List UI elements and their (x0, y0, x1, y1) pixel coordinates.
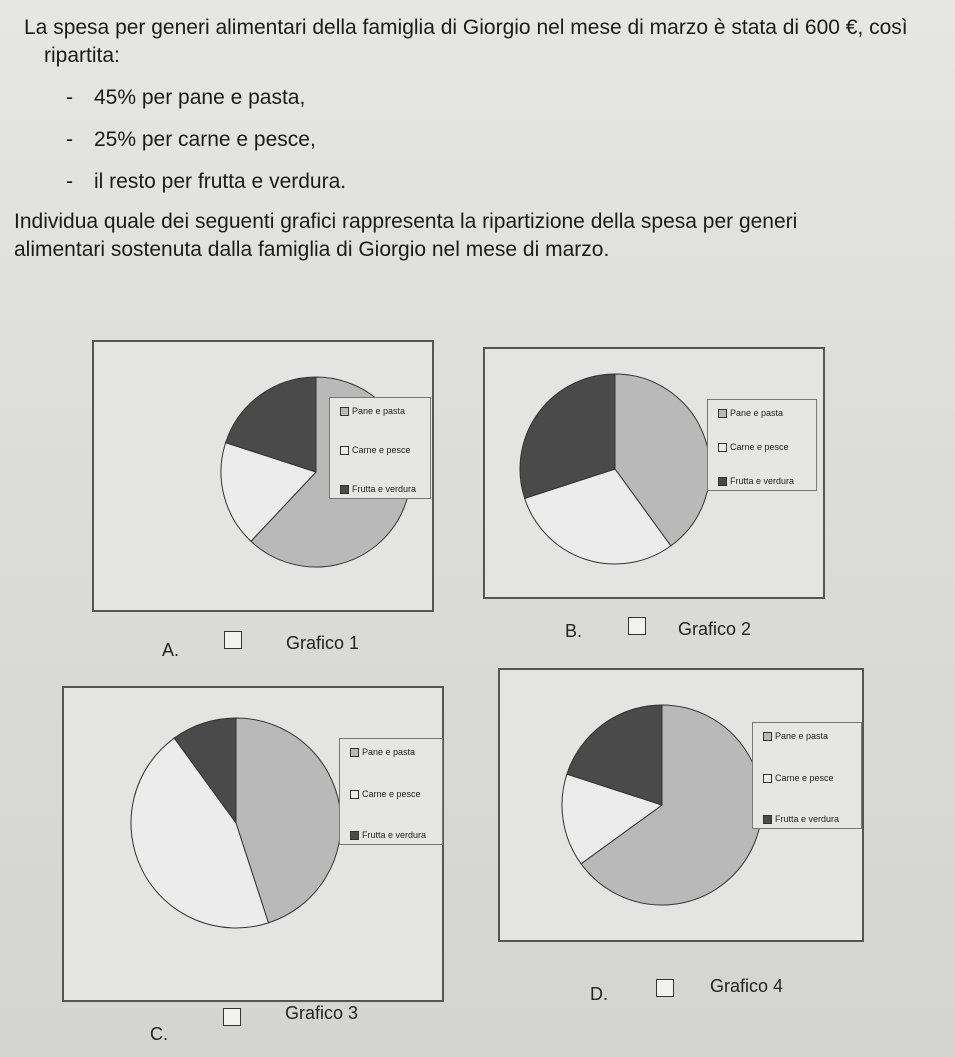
legend-label: Frutta e verdura (362, 830, 427, 840)
option-d-label: Grafico 4 (710, 976, 784, 996)
bullet-dash: - (66, 128, 73, 151)
legend-item-pane (350, 747, 415, 757)
option-b-label: Grafico 2 (678, 619, 752, 639)
option-b-checkbox[interactable] (628, 617, 646, 635)
legend-item-pane (718, 408, 783, 418)
legend-item-carne (718, 442, 789, 452)
legend-swatch (350, 831, 359, 840)
legend-3 (339, 738, 443, 845)
legend-1 (329, 397, 431, 499)
legend-item-frutta (350, 830, 426, 840)
legend-swatch (340, 407, 349, 416)
bullet-2-text: 25% per carne e pesce, (94, 128, 316, 151)
legend-label: Frutta e verdura (775, 814, 840, 824)
option-c-label: Grafico 3 (285, 1003, 359, 1023)
legend-swatch (350, 748, 359, 757)
legend-2 (707, 399, 817, 491)
option-c-checkbox[interactable] (223, 1008, 241, 1026)
legend-label: Pane e pasta (352, 406, 406, 416)
bullet-3-text: il resto per frutta e verdura. (94, 170, 347, 193)
bullet-2 (14, 126, 944, 154)
legend-item-pane (763, 731, 828, 741)
legend-label: Pane e pasta (775, 731, 829, 741)
option-c-letter: C. (150, 1024, 168, 1044)
option-b-letter: B. (565, 621, 583, 641)
chart-3 (62, 686, 444, 1002)
legend-swatch (340, 446, 349, 455)
legend-swatch (718, 477, 727, 486)
chart-4 (498, 668, 864, 942)
legend-label: Frutta e verdura (352, 484, 417, 494)
bullet-1 (14, 84, 944, 112)
legend-swatch (340, 485, 349, 494)
legend-label: Carne e pesce (730, 442, 789, 452)
bullet-1-text: 45% per pane e pasta, (94, 86, 306, 109)
legend-label: Pane e pasta (362, 747, 416, 757)
legend-item-frutta (718, 476, 794, 486)
question-text (14, 0, 944, 264)
option-d-checkbox[interactable] (656, 979, 674, 997)
legend-item-carne (763, 773, 834, 783)
legend-swatch (763, 815, 772, 824)
bullet-dash: - (66, 86, 73, 109)
legend-4 (752, 722, 862, 829)
legend-label: Carne e pesce (775, 772, 834, 783)
legend-item-carne (340, 445, 411, 455)
legend-swatch (718, 443, 727, 452)
legend-item-frutta (763, 814, 839, 824)
option-a-letter: A. (162, 640, 180, 660)
legend-swatch (350, 790, 359, 799)
question-intro: La spesa per generi alimentari della famiglia di Giorgio nel mese di marzo è stata di 600 €, così ripartita: (24, 16, 908, 67)
option-a-checkbox[interactable] (224, 631, 242, 649)
legend-swatch (718, 409, 727, 418)
bullet-3 (14, 168, 944, 196)
legend-swatch (763, 774, 772, 783)
option-d-letter: D. (590, 984, 608, 1004)
legend-label: Pane e pasta (730, 408, 784, 418)
legend-item-pane (340, 406, 405, 416)
bullet-dash: - (66, 170, 73, 193)
legend-label: Carne e pesce (352, 445, 411, 455)
legend-item-frutta (340, 484, 416, 494)
legend-swatch (763, 732, 772, 741)
chart-1 (92, 340, 434, 612)
legend-item-carne (350, 789, 421, 799)
legend-label: Carne e pesce (362, 788, 421, 799)
option-a-label: Grafico 1 (286, 633, 360, 653)
question-instruction: Individua quale dei seguenti grafici rappresenta la ripartizione della spesa per generi alimentari sostenuta dalla famiglia di Giorgio nel mese di marzo. (14, 210, 798, 261)
legend-label: Frutta e verdura (730, 476, 795, 486)
chart-2 (483, 347, 825, 599)
